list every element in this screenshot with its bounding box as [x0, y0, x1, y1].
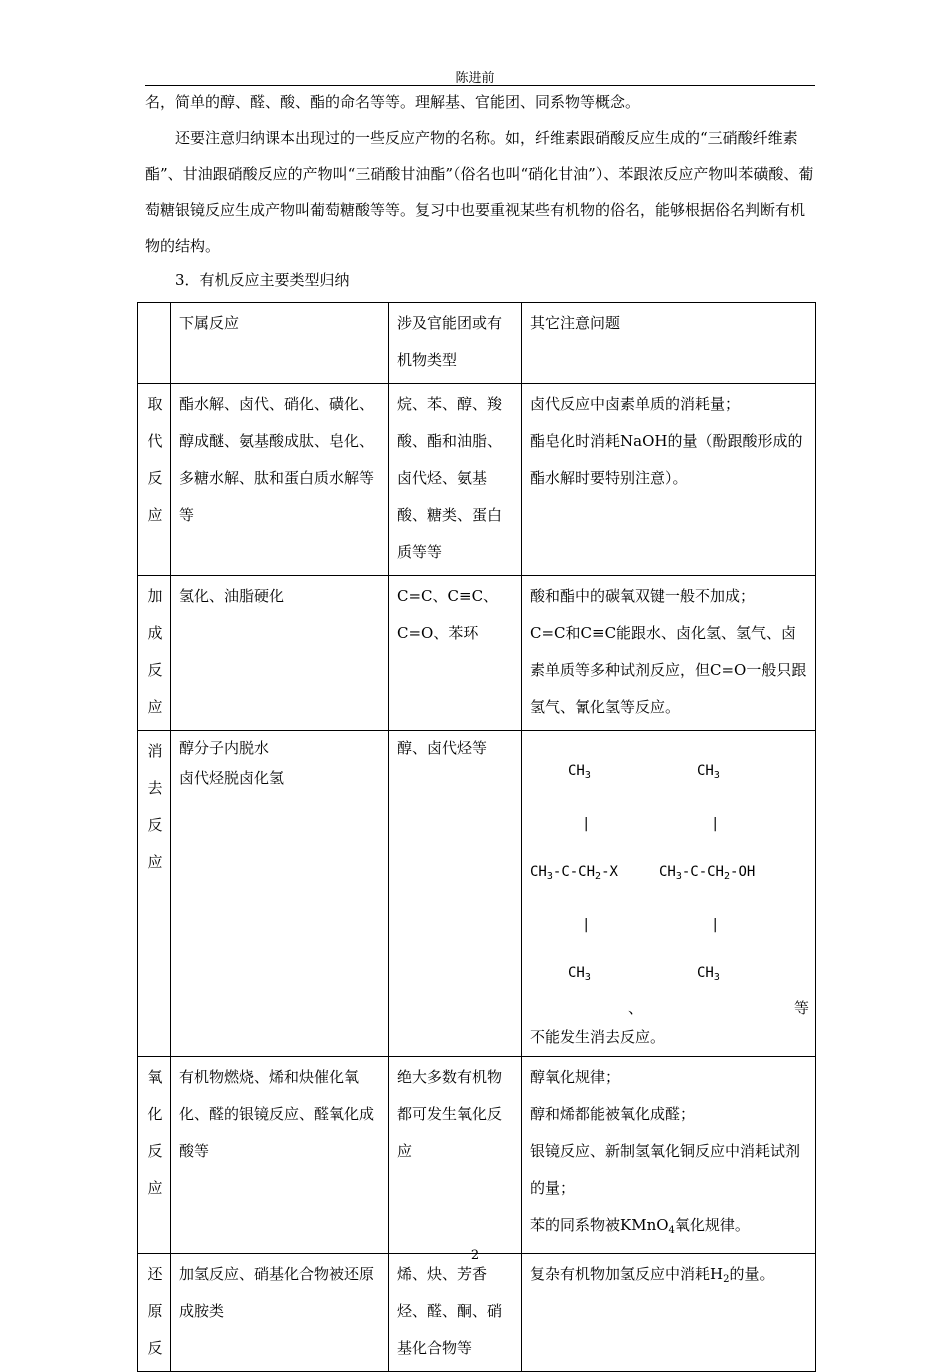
- paragraph-2: 还要注意归纳课本出现过的一些反应产物的名称。如，纤维素跟硝酸反应生成的“三硝酸纤维素酯”、甘油跟硝酸反应的产物叫“三硝酸甘油酯”（俗名也叫“硝化甘油”）、苯跟浓反应产物叫苯磺酸、葡萄糖银镜反应生成产物叫葡萄糖酸等等。复习中也要重视某些有机物的俗名，能够根据俗名判断有机物的结构。: [145, 129, 814, 255]
- category-cell: 氧 化 反 应: [138, 1057, 171, 1254]
- category-cell: 消 去 反 应: [138, 731, 171, 1057]
- header-cell-reactions: 下属反应: [171, 303, 389, 384]
- table-row-substitution: [138, 384, 816, 576]
- category-cell: 加 成 反 应: [138, 576, 171, 731]
- notes-cell: $CH_3$ | $CH_3-C-CH_2-X$ | $CH_3$ 、 $CH_3$ | $CH_3-C-CH_2-OH$ | $CH_3$ 等 不能发生消去反应。: [522, 731, 816, 1057]
- reactions-cell: 醇分子内脱水 卤代烃脱卤化氢: [171, 731, 389, 1057]
- structural-formula-halide: $CH_3$ | $CH_3-C-CH_2-X$ | $CH_3$: [530, 763, 618, 983]
- table-row-oxidation: [138, 1057, 816, 1254]
- groups-cell: C=C、C≡C、C=O、苯环: [389, 576, 522, 731]
- formula-separator: 、: [627, 999, 643, 1017]
- section-title: 3．有机反应主要类型归纳: [175, 271, 350, 289]
- notes-cell: 复杂有机物加氢反应中消耗$H_2$的量。: [522, 1254, 816, 1372]
- header-cell-groups: 涉及官能团或有机物类型: [389, 303, 522, 384]
- reactions-cell: 酯水解、卤代、硝化、磺化、醇成醚、氨基酸成肽、皂化、多糖水解、肽和蛋白质水解等等: [171, 384, 389, 576]
- formula-row: [530, 731, 809, 1018]
- reaction-types-table: [137, 302, 816, 1372]
- page-header-author: 陈进前: [455, 71, 495, 86]
- notes-cell: 卤代反应中卤素单质的消耗量； 酯皂化时消耗NaOH的量（酚跟酸形成的酯水解时要特别注意）。: [522, 384, 816, 576]
- groups-cell: 烯、炔、芳香烃、醛、酮、硝基化合物等: [389, 1254, 522, 1372]
- table-row-reduction: [138, 1254, 816, 1372]
- groups-cell: 醇、卤代烃等: [389, 731, 522, 1057]
- table-row-elimination: [138, 731, 816, 1057]
- category-cell: 取 代 反 应: [138, 384, 171, 576]
- table-row-addition: [138, 576, 816, 731]
- groups-cell: 绝大多数有机物都可发生氧化反应: [389, 1057, 522, 1254]
- table-header-row: [138, 303, 816, 384]
- reactions-cell: 氢化、油脂硬化: [171, 576, 389, 731]
- header-cell-notes: 其它注意问题: [522, 303, 816, 384]
- notes-cell: 醇氧化规律； 醇和烯都能被氧化成醛； 银镜反应、新制氢氧化铜反应中消耗试剂的量； 苯的同系物被KMnO$_4$氧化规律。: [522, 1057, 816, 1254]
- notes-cell: 酸和酯中的碳氧双键一般不加成； C=C和C≡C能跟水、卤化氢、氢气、卤素单质等多种试剂反应，但C=O一般只跟氢气、氰化氢等反应。: [522, 576, 816, 731]
- header-cell-blank: [138, 303, 171, 384]
- formula-suffix: 等: [793, 999, 809, 1017]
- groups-cell: 烷、苯、醇、羧酸、酯和油脂、卤代烃、氨基酸、糖类、蛋白质等等: [389, 384, 522, 576]
- page-number: 2: [470, 1248, 480, 1263]
- category-cell: 还 原 反: [138, 1254, 171, 1372]
- paragraph-1: 名，简单的醇、醛、酸、酯的命名等等。理解基、官能团、同系物等概念。: [145, 93, 641, 111]
- structural-formula-alcohol: $CH_3$ | $CH_3-C-CH_2-OH$ | $CH_3$: [658, 763, 756, 983]
- reactions-cell: 加氢反应、硝基化合物被还原成胺类: [171, 1254, 389, 1372]
- reactions-cell: 有机物燃烧、烯和炔催化氧化、醛的银镜反应、醛氧化成酸等: [171, 1057, 389, 1254]
